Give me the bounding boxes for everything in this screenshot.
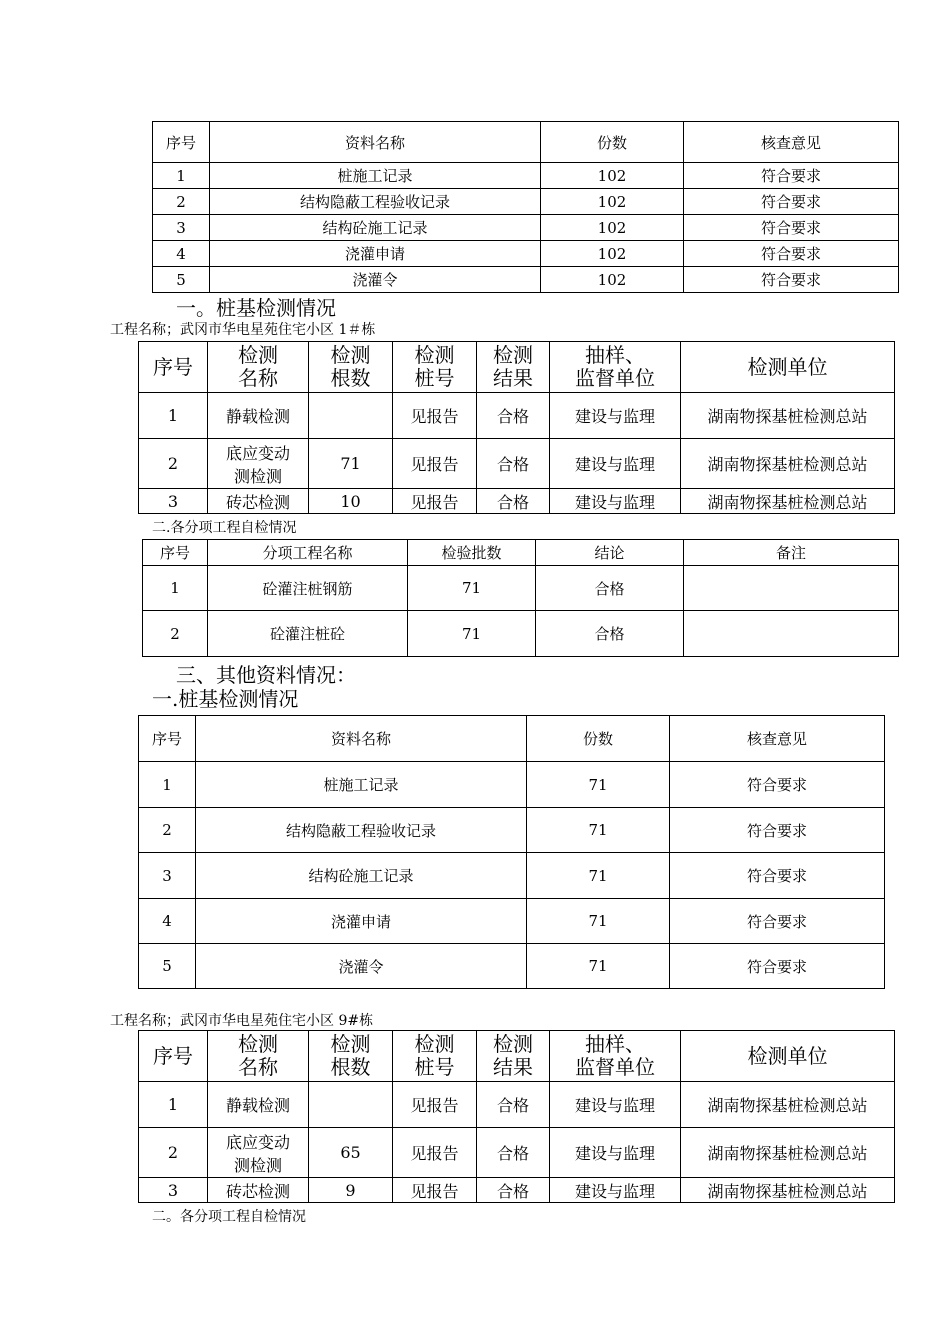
cell-line: 2 [167, 454, 179, 473]
table-cell: 符合要求 [684, 189, 899, 215]
table-cell [684, 566, 899, 611]
cell-line: 静载检测 [225, 1096, 290, 1115]
cell-line: 检测 [414, 1032, 455, 1056]
pile-test-table-1 [138, 341, 895, 514]
table-cell [309, 393, 393, 439]
cell-line: 见报告 [410, 455, 459, 474]
table-cell [139, 489, 208, 514]
table-cell [393, 489, 477, 514]
table-cell: 符合要求 [684, 215, 899, 241]
cell-line: 底应变动 [225, 1132, 290, 1152]
table-header-cell [393, 342, 477, 393]
table-header-cell [550, 342, 681, 393]
table-header-cell: 序号 [143, 540, 208, 566]
table-cell: 符合要求 [670, 899, 885, 944]
cell-line: 抽样、 [585, 1032, 645, 1056]
table-cell [681, 1082, 895, 1128]
cell-line: 测检测 [233, 1155, 282, 1175]
document-table-2 [138, 715, 885, 989]
cell-line: 底应变动 [225, 443, 290, 463]
cell-line: 2 [167, 1143, 179, 1162]
table-cell [309, 1082, 393, 1128]
table-cell: 浇灌申请 [210, 241, 541, 267]
table-cell [139, 1178, 208, 1203]
table-header-cell [477, 1031, 550, 1082]
section-heading: 二。各分项工程自检情况 [152, 1209, 306, 1225]
table-cell: 砼灌注桩钢筋 [208, 566, 408, 611]
table-cell [477, 393, 550, 439]
table-cell: 结构隐蔽工程验收记录 [210, 189, 541, 215]
cell-line: 合格 [496, 407, 529, 426]
table-cell: 结构砼施工记录 [210, 215, 541, 241]
document-table-1 [152, 121, 899, 293]
table-cell [550, 489, 681, 514]
table-cell: 合格 [536, 566, 684, 611]
table-cell [208, 393, 309, 439]
table-row [139, 1178, 895, 1203]
cell-line: 3 [167, 491, 179, 511]
table-cell [477, 439, 550, 489]
cell-line: 测检测 [233, 466, 282, 486]
table-cell: 结构隐蔽工程验收记录 [196, 808, 527, 853]
table-cell [681, 489, 895, 514]
table-cell [309, 1178, 393, 1203]
table-header-cell: 核查意见 [684, 122, 899, 163]
table4-body [139, 716, 885, 989]
table-cell [393, 1082, 477, 1128]
table-cell [309, 1128, 393, 1178]
cell-line: 名称 [238, 1055, 278, 1079]
table-cell [550, 1128, 681, 1178]
cell-line: 湖南物探基桩检测总站 [707, 492, 868, 512]
table-cell: 71 [527, 944, 670, 989]
table-cell: 71 [527, 853, 670, 899]
cell-line: 检测单位 [747, 1043, 828, 1068]
cell-line: 建设与监理 [574, 492, 655, 512]
table-cell: 符合要求 [684, 241, 899, 267]
table-header-row [153, 122, 899, 163]
cell-line: 砖芯检测 [225, 492, 290, 512]
table-cell [393, 1178, 477, 1203]
table-header-cell: 序号 [139, 716, 196, 762]
cell-line: 湖南物探基桩检测总站 [707, 455, 868, 474]
table-header-cell: 资料名称 [210, 122, 541, 163]
table-cell [550, 1082, 681, 1128]
table-cell [477, 1178, 550, 1203]
table-cell: 102 [541, 163, 684, 189]
table-cell: 符合要求 [684, 267, 899, 293]
cell-line: 合格 [496, 455, 529, 474]
table-cell: 5 [153, 267, 210, 293]
table-cell [393, 439, 477, 489]
table-cell: 砼灌注桩砼 [208, 611, 408, 657]
cell-line: 建设与监理 [574, 455, 655, 474]
cell-line: 合格 [496, 492, 529, 512]
table-cell: 桩施工记录 [210, 163, 541, 189]
table-cell: 102 [541, 189, 684, 215]
table-cell: 1 [153, 163, 210, 189]
table-header-cell [477, 342, 550, 393]
table-cell: 102 [541, 267, 684, 293]
table-cell: 1 [139, 762, 196, 808]
table-cell: 3 [139, 853, 196, 899]
table-row [153, 189, 899, 215]
cell-line: 见报告 [410, 492, 459, 512]
table-row [139, 1128, 895, 1178]
table-header-cell: 检验批数 [408, 540, 536, 566]
cell-line: 建设与监理 [574, 1144, 655, 1163]
table-cell [550, 393, 681, 439]
table-cell: 合格 [536, 611, 684, 657]
cell-line: 71 [340, 454, 361, 473]
table-header-cell: 份数 [527, 716, 670, 762]
inspection-table-1 [142, 539, 899, 657]
table-cell: 4 [139, 899, 196, 944]
table-header-cell [208, 1031, 309, 1082]
table-cell: 结构砼施工记录 [196, 853, 527, 899]
table-cell: 浇灌令 [210, 267, 541, 293]
cell-line: 检测 [493, 1032, 533, 1056]
section-heading: 三、其他资料情况： [176, 663, 356, 687]
table-cell [477, 1082, 550, 1128]
table-cell [550, 1178, 681, 1203]
cell-line: 根数 [330, 366, 371, 390]
cell-line: 建设与监理 [574, 1096, 655, 1115]
cell-line: 检测 [238, 1032, 278, 1056]
table-header-cell: 备注 [684, 540, 899, 566]
table5-body [139, 1031, 895, 1203]
table-header-cell [681, 1031, 895, 1082]
table-cell [309, 439, 393, 489]
table-row [143, 611, 899, 657]
table-header-cell [393, 1031, 477, 1082]
table-header-row [139, 1031, 895, 1082]
table-cell [477, 489, 550, 514]
table-header-cell [550, 1031, 681, 1082]
cell-line: 名称 [238, 366, 278, 390]
table1-body [153, 122, 899, 293]
table-cell: 4 [153, 241, 210, 267]
cell-line: 检测 [238, 343, 278, 367]
table-cell [139, 439, 208, 489]
table-cell: 71 [408, 611, 536, 657]
cell-line: 建设与监理 [574, 1181, 655, 1201]
pile-test-table-2 [138, 1030, 895, 1203]
table-cell [208, 1178, 309, 1203]
cell-line: 检测 [330, 343, 371, 367]
table-row [139, 1082, 895, 1128]
table-header-cell [681, 342, 895, 393]
table-cell [681, 1128, 895, 1178]
cell-line: 9 [345, 1180, 356, 1200]
table-cell: 2 [139, 808, 196, 853]
project-name: 工程名称；武冈市华电星苑住宅小区 1＃栋 [110, 322, 376, 338]
table-cell: 5 [139, 944, 196, 989]
table-cell: 71 [527, 899, 670, 944]
section-heading: 二.各分项工程自检情况 [152, 520, 297, 536]
table-header-cell: 序号 [153, 122, 210, 163]
cell-line: 检测 [330, 1032, 371, 1056]
cell-line: 结果 [493, 366, 533, 390]
cell-line: 监督单位 [575, 1055, 655, 1079]
section-heading: 一。桩基检测情况 [176, 296, 336, 320]
table-cell [139, 1082, 208, 1128]
table-header-cell [309, 1031, 393, 1082]
section-heading: 一.桩基检测情况 [152, 687, 299, 711]
cell-line: 监督单位 [575, 366, 655, 390]
table-cell [684, 611, 899, 657]
table-row [143, 566, 899, 611]
cell-line: 根数 [330, 1055, 371, 1079]
table-row [139, 899, 885, 944]
table-cell [208, 439, 309, 489]
table-row [153, 215, 899, 241]
table-header-cell: 分项工程名称 [208, 540, 408, 566]
table-row [139, 808, 885, 853]
cell-line: 静载检测 [225, 407, 290, 426]
cell-line: 检测 [493, 343, 533, 367]
cell-line: 10 [340, 491, 361, 511]
cell-line: 合格 [496, 1144, 529, 1163]
table-cell: 符合要求 [670, 808, 885, 853]
table-cell [393, 1128, 477, 1178]
table-cell [309, 489, 393, 514]
cell-line: 检测单位 [747, 354, 828, 379]
table-header-cell: 结论 [536, 540, 684, 566]
table-header-row [139, 342, 895, 393]
table-cell [208, 1128, 309, 1178]
table-cell: 3 [153, 215, 210, 241]
table-cell: 71 [527, 808, 670, 853]
table-header-cell: 核查意见 [670, 716, 885, 762]
table-header-row [143, 540, 899, 566]
table-cell: 符合要求 [670, 853, 885, 899]
cell-line: 桩号 [414, 366, 455, 390]
cell-line: 3 [167, 1180, 179, 1200]
cell-line: 合格 [496, 1181, 529, 1201]
project-name: 工程名称；武冈市华电星苑住宅小区 9#栋 [110, 1013, 374, 1029]
table-cell: 浇灌申请 [196, 899, 527, 944]
cell-line: 湖南物探基桩检测总站 [707, 1181, 868, 1201]
table-header-cell [139, 342, 208, 393]
table-row [153, 267, 899, 293]
table-cell [208, 489, 309, 514]
table-cell [681, 439, 895, 489]
table-cell: 1 [143, 566, 208, 611]
cell-line: 序号 [153, 1043, 193, 1068]
table-cell: 符合要求 [670, 944, 885, 989]
table-cell: 102 [541, 241, 684, 267]
table-cell [550, 439, 681, 489]
table-row [139, 439, 895, 489]
table-row [139, 393, 895, 439]
table-cell: 符合要求 [684, 163, 899, 189]
cell-line: 砖芯检测 [225, 1181, 290, 1201]
cell-line: 桩号 [414, 1055, 455, 1079]
cell-line: 65 [340, 1143, 361, 1162]
cell-line: 序号 [153, 354, 193, 379]
cell-line: 湖南物探基桩检测总站 [707, 1096, 868, 1115]
cell-line: 合格 [496, 1096, 529, 1115]
table-cell: 符合要求 [670, 762, 885, 808]
cell-line: 1 [167, 1095, 179, 1114]
cell-line: 见报告 [410, 407, 459, 426]
cell-line: 见报告 [410, 1144, 459, 1163]
cell-line: 见报告 [410, 1181, 459, 1201]
table-header-row [139, 716, 885, 762]
cell-line: 抽样、 [585, 343, 645, 367]
table-cell [393, 393, 477, 439]
table-cell: 2 [153, 189, 210, 215]
cell-line: 见报告 [410, 1096, 459, 1115]
table-row [153, 241, 899, 267]
table-cell: 71 [527, 762, 670, 808]
table-header-cell [208, 342, 309, 393]
table-cell [681, 1178, 895, 1203]
table-header-cell [139, 1031, 208, 1082]
table-cell [139, 1128, 208, 1178]
cell-line: 湖南物探基桩检测总站 [707, 407, 868, 426]
table-row [139, 489, 895, 514]
table-row [153, 163, 899, 189]
table-cell: 浇灌令 [196, 944, 527, 989]
table-header-cell: 资料名称 [196, 716, 527, 762]
table-row [139, 762, 885, 808]
table-row [139, 944, 885, 989]
table-cell: 桩施工记录 [196, 762, 527, 808]
cell-line: 结果 [493, 1055, 533, 1079]
table-cell: 2 [143, 611, 208, 657]
table-cell: 71 [408, 566, 536, 611]
table-header-cell: 份数 [541, 122, 684, 163]
table2-body [139, 342, 895, 514]
cell-line: 建设与监理 [574, 407, 655, 426]
table3-body [143, 540, 899, 657]
cell-line: 1 [167, 406, 179, 425]
table-cell [139, 393, 208, 439]
table-header-cell [309, 342, 393, 393]
cell-line: 湖南物探基桩检测总站 [707, 1144, 868, 1163]
table-cell [477, 1128, 550, 1178]
table-cell [681, 393, 895, 439]
table-cell [208, 1082, 309, 1128]
table-cell: 102 [541, 215, 684, 241]
table-row [139, 853, 885, 899]
cell-line: 检测 [414, 343, 455, 367]
